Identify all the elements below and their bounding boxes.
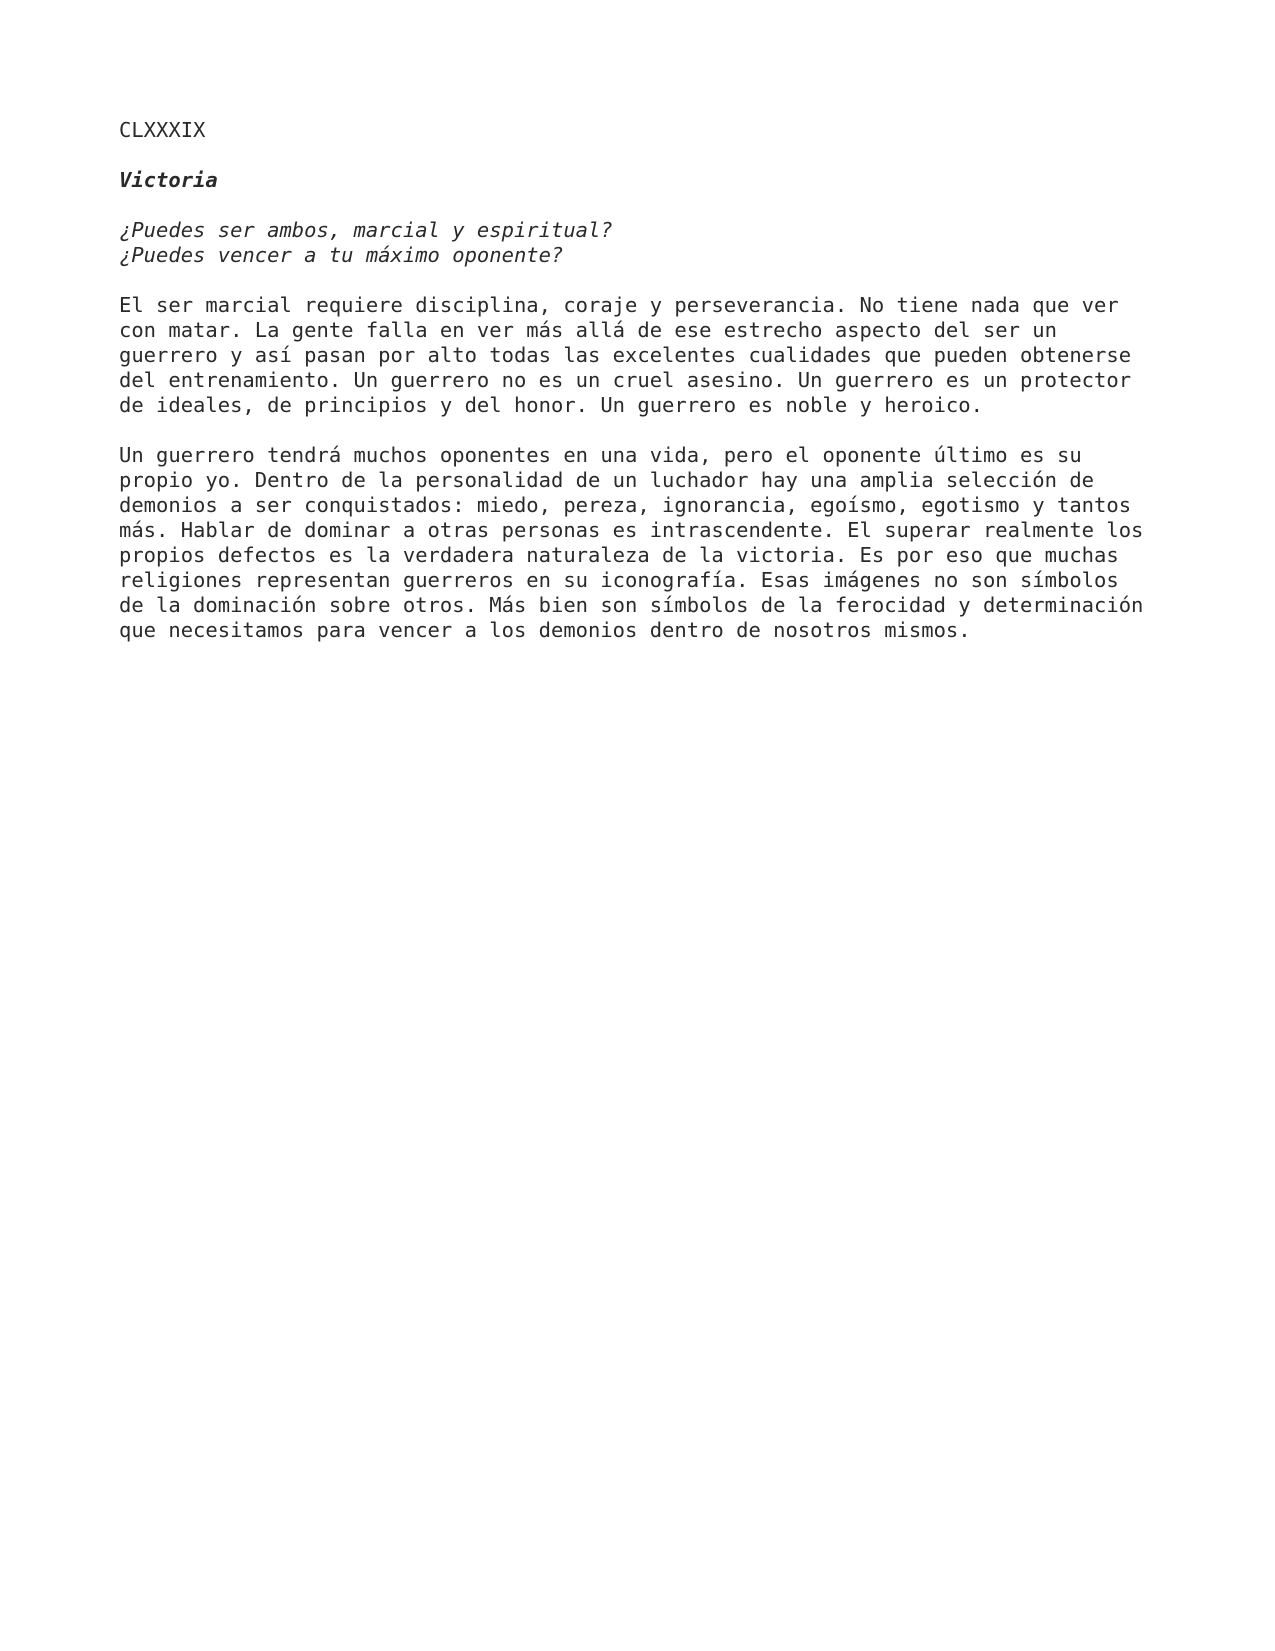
paragraph-line: religiones representan guerreros en su iconografía. Esas imágenes no son símbolos — [119, 568, 1119, 592]
paragraph-line: propios defectos es la verdadera naturaleza de la victoria. Es por eso que muchas — [119, 543, 1119, 567]
epigraph-line: ¿Puedes ser ambos, marcial y espiritual? — [119, 218, 613, 242]
body-paragraph-2 — [119, 443, 1169, 643]
paragraph-line: de ideales, de principios y del honor. Un guerrero es noble y heroico. — [119, 393, 983, 417]
chapter-title: Victoria — [119, 168, 218, 192]
paragraph-line: guerrero y así pasan por alto todas las excelentes cualidades que pueden obtenerse — [119, 343, 1132, 367]
body-paragraph-1 — [119, 293, 1169, 418]
paragraph-line: de la dominación sobre otros. Más bien son símbolos de la ferocidad y determinación — [119, 593, 1144, 617]
document-page — [119, 118, 1169, 668]
paragraph-line: demonios a ser conquistados: miedo, pereza, ignorancia, egoísmo, egotismo y tantos — [119, 493, 1132, 517]
paragraph-line: Un guerrero tendrá muchos oponentes en una vida, pero el oponente último es su — [119, 443, 1082, 467]
paragraph-line: El ser marcial requiere disciplina, coraje y perseverancia. No tiene nada que ver — [119, 293, 1119, 317]
paragraph-line: que necesitamos para vencer a los demonios dentro de nosotros mismos. — [119, 618, 971, 642]
paragraph-line: del entrenamiento. Un guerrero no es un cruel asesino. Un guerrero es un protector — [119, 368, 1132, 392]
chapter-number: CLXXXIX — [119, 118, 206, 142]
epigraph-line: ¿Puedes vencer a tu máximo oponente? — [119, 243, 564, 267]
paragraph-line: más. Hablar de dominar a otras personas es intrascendente. El superar realmente los — [119, 518, 1144, 542]
paragraph-line: propio yo. Dentro de la personalidad de un luchador hay una amplia selección de — [119, 468, 1095, 492]
epigraph — [119, 218, 1169, 268]
paragraph-line: con matar. La gente falla en ver más allá de ese estrecho aspecto del ser un — [119, 318, 1057, 342]
